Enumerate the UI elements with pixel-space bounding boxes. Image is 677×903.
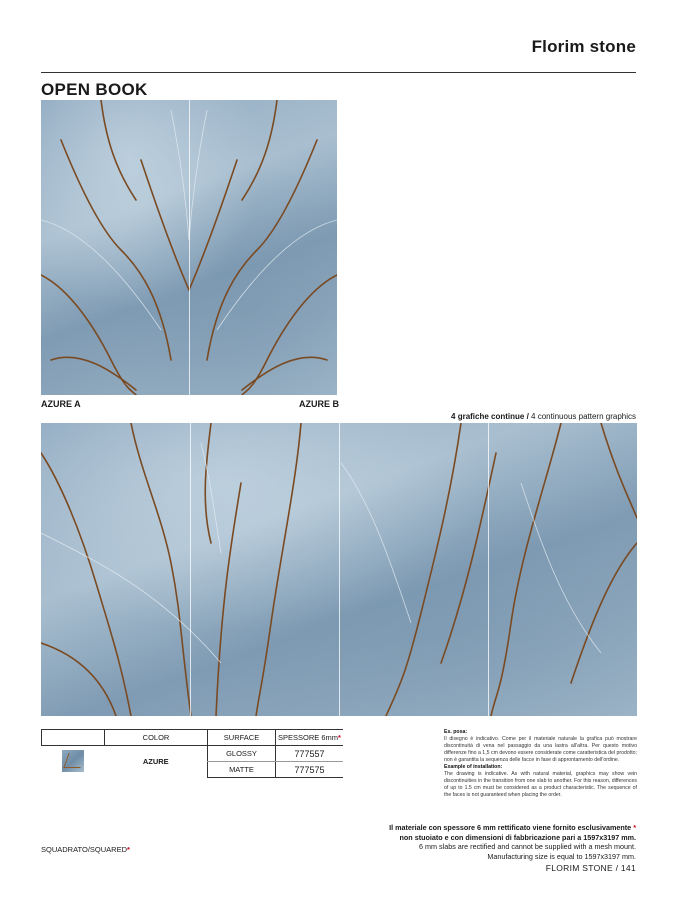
header-rule <box>41 72 636 73</box>
header-surface: SURFACE <box>208 730 276 746</box>
spec-table-header <box>42 730 344 746</box>
table-row <box>42 746 344 762</box>
note-line-2: non stuoiato e con dimensioni di fabbricazione pari a 1597x3197 mm. <box>399 832 636 842</box>
notes-en-text: The drawing is indicative. As with natural material, graphics may show vein discontinuities in the transition from one slab to another. For this reason, differences of up to 1.5 cm must be considered as a product characteristic. The sequence of the faces is not guaranteed when placing the order. <box>444 771 637 799</box>
label-azure-b: AZURE B <box>299 399 339 409</box>
asterisk-mark: * <box>127 845 130 854</box>
slab-seam <box>488 423 489 716</box>
caption-bold: 4 grafiche continue / <box>451 412 529 421</box>
code-matte: 777575 <box>276 762 344 778</box>
surface-glossy: GLOSSY <box>208 746 276 762</box>
caption-rest: 4 continuous pattern graphics <box>528 412 636 421</box>
slab-seam <box>189 100 190 395</box>
asterisk-mark: * <box>633 823 636 832</box>
continuous-pattern-image <box>41 423 637 716</box>
header-thickness-text: SPESSORE 6mm <box>278 733 339 742</box>
slab-seam <box>339 423 340 716</box>
installation-notes <box>444 729 637 799</box>
asterisk-mark: * <box>338 733 341 742</box>
note-line-4: Manufacturing size is equal to 1597x3197 mm. <box>487 852 636 862</box>
open-book-image <box>41 100 337 395</box>
notes-it-title: Es. posa: <box>444 729 468 735</box>
header-thickness <box>276 730 344 746</box>
page-footer: FLORIM STONE / 141 <box>545 863 636 873</box>
code-glossy: 777557 <box>276 746 344 762</box>
azure-swatch <box>62 750 84 772</box>
note-line-1-text: Il materiale con spessore 6 mm rettificato viene fornito esclusivamente <box>389 823 632 832</box>
continuous-caption <box>451 412 636 421</box>
label-azure-a: AZURE A <box>41 399 81 409</box>
surface-matte: MATTE <box>208 762 276 778</box>
slab-seam <box>190 423 191 716</box>
notes-en-title: Example of installation: <box>444 764 503 771</box>
swatch-header-cell <box>42 730 105 746</box>
color-name: AZURE <box>142 757 169 767</box>
section-title: OPEN BOOK <box>41 80 148 99</box>
squared-label <box>41 845 130 854</box>
color-swatch-cell <box>42 746 105 778</box>
squared-label-text: SQUADRATO/SQUARED <box>41 845 127 854</box>
brand-title: Florim stone <box>531 37 636 56</box>
header-color: COLOR <box>105 730 208 746</box>
thickness-note <box>389 823 636 862</box>
note-line-1 <box>389 823 636 833</box>
note-line-3: 6 mm slabs are rectified and cannot be supplied with a mesh mount. <box>419 842 636 852</box>
notes-it-text: Il disegno è indicativo. Come per il materiale naturale la grafica può mostrare discontinuità di vena nel passaggio da una lastra all'altra. Per questo motivo differenze fino a 1,5 cm devono essere considerate come caratteristica del prodotto; non è garantita la sequenza delle facce in fase di approntamento dell'ordine. <box>444 736 637 764</box>
spec-table <box>41 729 343 778</box>
